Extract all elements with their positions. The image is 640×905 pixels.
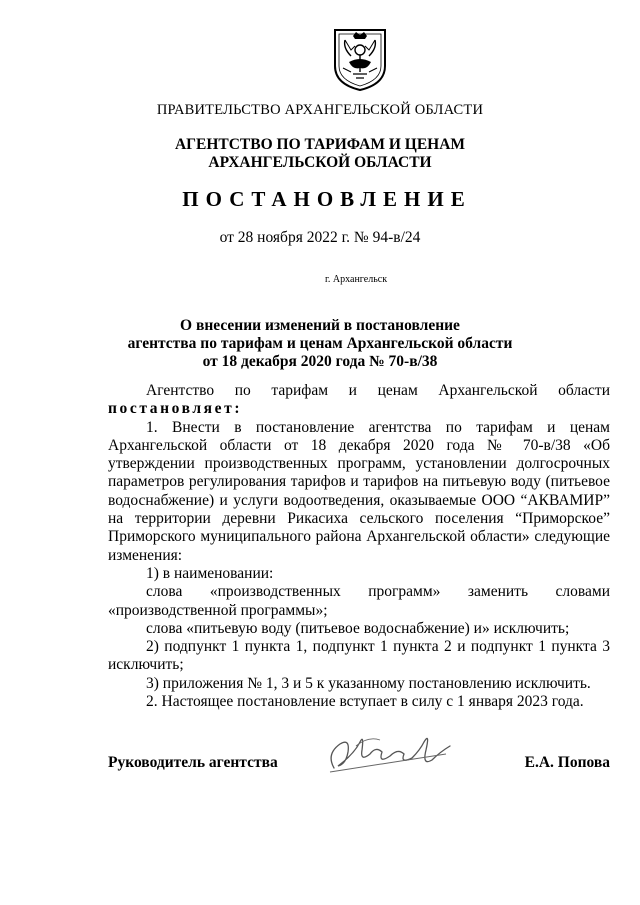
paragraph-1-2: 2) подпункт 1 пункта 1, подпункт 1 пункта 2 и подпункт 1 пункта 3 исключить; — [108, 638, 610, 674]
handwritten-signature-icon — [320, 724, 460, 784]
subject-line-1: О внесении изменений в постановление — [180, 317, 460, 334]
paragraph-1-1: 1) в наименовании: — [146, 564, 274, 582]
body-decides: постановляет: — [108, 400, 243, 418]
paragraph-1-1-a: слова «производственных программ» заменить словами «производственной программы»; — [108, 583, 610, 619]
agency-name-line-1: АГЕНТСТВО ПО ТАРИФАМ И ЦЕНАМ — [174, 136, 466, 153]
paragraph-1: 1. Внести в постановление агентства по тарифам и ценам Архангельской области от 18 декабря 2020 года № 70-в/38 «Об утверждении производственных программ, установлении долгосрочных параметров регулирования тарифов и тарифов на питьевую воду (питьевое водоснабжение) и услуги водоотведения, оказываемые ООО “АКВАМИР” на территории деревни Рикасиха сельского поселения “Приморское” Приморского муниципального района Архангельской области» следующие изменения: — [108, 418, 610, 564]
paragraph-1-3: 3) приложения № 1, 3 и 5 к указанному постановлению исключить. — [146, 674, 591, 692]
subject-line-2: агентства по тарифам и ценам Архангельской области — [127, 335, 513, 352]
signatory-name: Е.А. Попова — [524, 754, 610, 771]
paragraph-2: 2. Настоящее постановление вступает в силу с 1 января 2023 года. — [146, 693, 584, 711]
document-body — [108, 382, 610, 711]
document-date-number: от 28 ноября 2022 г. № 94-в/24 — [219, 229, 421, 246]
document-type: ПОСТАНОВЛЕНИЕ — [182, 187, 472, 211]
body-intro: Агентство по тарифам и ценам Архангельской области — [146, 382, 610, 399]
document-subject — [0, 317, 640, 371]
signatory-title: Руководитель агентства — [108, 754, 278, 771]
document-city: г. Архангельск — [324, 274, 388, 285]
government-name: ПРАВИТЕЛЬСТВО АРХАНГЕЛЬСКОЙ ОБЛАСТИ — [156, 102, 484, 118]
coat-of-arms-icon — [331, 26, 389, 92]
signature-block — [108, 750, 610, 790]
paragraph-1-1-b: слова «питьевую воду (питьевое водоснабжение) и» исключить; — [146, 619, 570, 637]
subject-line-3: от 18 декабря 2020 года № 70-в/38 — [202, 353, 438, 370]
agency-name — [0, 136, 640, 172]
agency-name-line-2: АРХАНГЕЛЬСКОЙ ОБЛАСТИ — [208, 154, 432, 171]
